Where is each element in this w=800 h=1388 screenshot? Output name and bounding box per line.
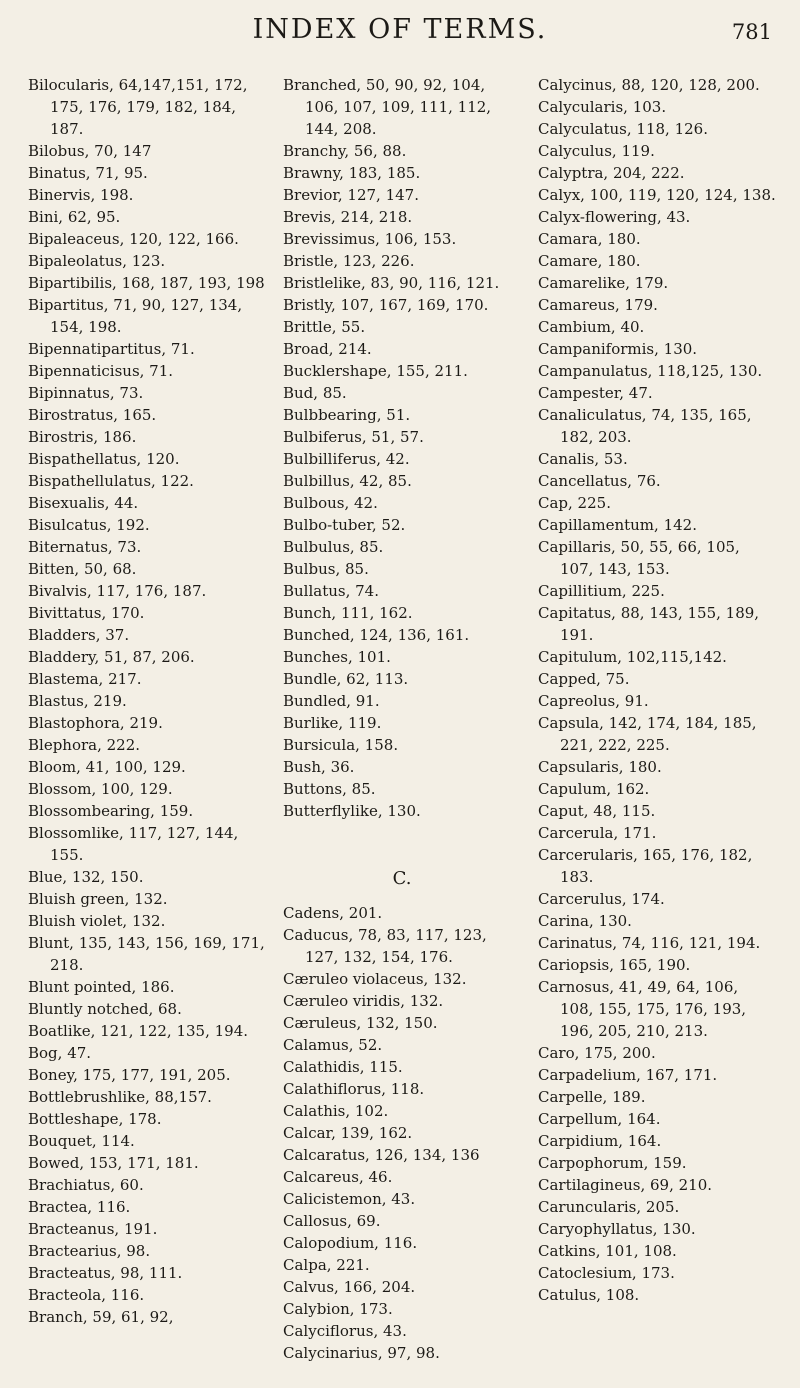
index-entry: Bluntly notched, 68. — [28, 1000, 182, 1018]
index-entry: Bottlebrushlike, 88,157. — [28, 1088, 212, 1106]
index-entry: Carpelle, 189. — [538, 1088, 646, 1106]
index-entry: Carina, 130. — [538, 912, 632, 930]
index-entry: Bundle, 62, 113. — [283, 670, 409, 688]
index-entry: Calamus, 52. — [283, 1036, 383, 1054]
index-entry: Butterflylike, 130. — [283, 802, 421, 820]
index-entry: Carnosus, 41, 49, 64, 106, 108, 155, 175, 176, 193, 196, 205, 210, 213. — [538, 978, 747, 1040]
index-column-3 — [538, 74, 776, 1306]
index-entry: Calvus, 166, 204. — [283, 1278, 416, 1296]
index-entry: Capped, 75. — [538, 670, 630, 688]
index-entry: Blastema, 217. — [28, 670, 142, 688]
index-entry: Carcerula, 171. — [538, 824, 657, 842]
index-entry: Blunt, 135, 143, 156, 169, 171, 218. — [28, 934, 265, 974]
index-entry: Bowed, 153, 171, 181. — [28, 1154, 199, 1172]
index-entry: Carpadelium, 167, 171. — [538, 1066, 718, 1084]
index-entry: Calyciflorus, 43. — [283, 1322, 407, 1340]
index-entry: Calyptra, 204, 222. — [538, 164, 685, 182]
index-entry: Blunt pointed, 186. — [28, 978, 175, 996]
index-entry: Bluish green, 132. — [28, 890, 168, 908]
index-entry: Bursicula, 158. — [283, 736, 399, 754]
index-entry: Bulbillus, 42, 85. — [283, 472, 412, 490]
index-entry: Calycinus, 88, 120, 128, 200. — [538, 76, 760, 94]
index-entry: Calcareus, 46. — [283, 1168, 393, 1186]
index-entry: Bracteola, 116. — [28, 1286, 145, 1304]
index-entry: Cambium, 40. — [538, 318, 645, 336]
index-entry: Bulbus, 85. — [283, 560, 369, 578]
index-entry: Bulbous, 42. — [283, 494, 378, 512]
index-entry: Bipennatipartitus, 71. — [28, 340, 195, 358]
index-entry: Cancellatus, 76. — [538, 472, 661, 490]
index-entry: Bilobus, 70, 147 — [28, 142, 152, 160]
index-entry: Bristly, 107, 167, 169, 170. — [283, 296, 489, 314]
page-title: INDEX OF TERMS. — [252, 14, 548, 45]
index-entry: Branchy, 56, 88. — [283, 142, 407, 160]
index-entry: Bulbulus, 85. — [283, 538, 384, 556]
index-entry: Carpidium, 164. — [538, 1132, 662, 1150]
index-entry: Cæruleus, 132, 150. — [283, 1014, 438, 1032]
index-entry: Brevior, 127, 147. — [283, 186, 419, 204]
index-entry: Bunched, 124, 136, 161. — [283, 626, 470, 644]
index-entry: Canaliculatus, 74, 135, 165, 182, 203. — [538, 406, 752, 446]
index-entry: Blastophora, 219. — [28, 714, 163, 732]
index-entry: Camarelike, 179. — [538, 274, 669, 292]
index-entry: Caruncularis, 205. — [538, 1198, 680, 1216]
index-entry: Bush, 36. — [283, 758, 355, 776]
index-entry: Campanulatus, 118,125, 130. — [538, 362, 763, 380]
index-entry: Bulbbearing, 51. — [283, 406, 411, 424]
index-entry: Capsularis, 180. — [538, 758, 662, 776]
index-entry: Calopodium, 116. — [283, 1234, 418, 1252]
index-entry: Bristle, 123, 226. — [283, 252, 415, 270]
index-entry: Bisulcatus, 192. — [28, 516, 150, 534]
index-entry: Bipartibilis, 168, 187, 193, 198 — [28, 274, 265, 292]
index-entry: Blossombearing, 159. — [28, 802, 194, 820]
section-heading-c: C. — [392, 868, 412, 889]
index-entry: Capitatus, 88, 143, 155, 189, 191. — [538, 604, 760, 644]
index-entry: Bucklershape, 155, 211. — [283, 362, 468, 380]
index-entry: Calybion, 173. — [283, 1300, 393, 1318]
index-entry: Bloom, 41, 100, 129. — [28, 758, 186, 776]
column-2-entries-after — [283, 902, 521, 1364]
index-entry: Bipaleolatus, 123. — [28, 252, 166, 270]
index-entry: Bipartitus, 71, 90, 127, 134, 154, 198. — [28, 296, 243, 336]
index-entry: Bipennaticisus, 71. — [28, 362, 174, 380]
index-entry: Bipaleaceus, 120, 122, 166. — [28, 230, 239, 248]
index-entry: Bracteanus, 191. — [28, 1220, 158, 1238]
index-entry: Carinatus, 74, 116, 121, 194. — [538, 934, 761, 952]
index-entry: Branched, 50, 90, 92, 104, 106, 107, 109, 111, 112, 144, 208. — [283, 76, 492, 138]
index-entry: Branch, 59, 61, 92, — [28, 1308, 174, 1326]
index-entry: Bractearius, 98. — [28, 1242, 151, 1260]
index-entry: Bundled, 91. — [283, 692, 380, 710]
index-entry: Bipinnatus, 73. — [28, 384, 144, 402]
index-entry: Carcerularis, 165, 176, 182, 183. — [538, 846, 753, 886]
index-entry: Campaniformis, 130. — [538, 340, 698, 358]
index-entry: Calycularis, 103. — [538, 98, 667, 116]
index-entry: Caducus, 78, 83, 117, 123, 127, 132, 154, 176. — [283, 926, 487, 966]
index-entry: Biternatus, 73. — [28, 538, 142, 556]
index-entry: Capitulum, 102,115,142. — [538, 648, 727, 666]
index-entry: Calathis, 102. — [283, 1102, 389, 1120]
index-entry: Capsula, 142, 174, 184, 185, 221, 222, 225. — [538, 714, 757, 754]
index-entry: Brachiatus, 60. — [28, 1176, 144, 1194]
index-entry: Cariopsis, 165, 190. — [538, 956, 691, 974]
index-entry: Catoclesium, 173. — [538, 1264, 675, 1282]
index-entry: Calathiflorus, 118. — [283, 1080, 425, 1098]
index-entry: Capillaris, 50, 55, 66, 105, 107, 143, 153. — [538, 538, 740, 578]
column-2-entries — [283, 74, 521, 822]
index-entry: Calpa, 221. — [283, 1256, 370, 1274]
index-entry: Cæruleo viridis, 132. — [283, 992, 444, 1010]
index-entry: Calcar, 139, 162. — [283, 1124, 413, 1142]
index-entry: Brawny, 183, 185. — [283, 164, 421, 182]
index-entry: Bracteatus, 98, 111. — [28, 1264, 183, 1282]
index-entry: Bunches, 101. — [283, 648, 391, 666]
index-entry: Bog, 47. — [28, 1044, 92, 1062]
page-number: 781 — [731, 20, 772, 44]
index-entry: Boney, 175, 177, 191, 205. — [28, 1066, 231, 1084]
index-entry: Bottleshape, 178. — [28, 1110, 162, 1128]
index-entry: Bispathellatus, 120. — [28, 450, 180, 468]
index-entry: Capulum, 162. — [538, 780, 650, 798]
index-entry: Bladders, 37. — [28, 626, 130, 644]
index-entry: Caro, 175, 200. — [538, 1044, 656, 1062]
index-entry: Bractea, 116. — [28, 1198, 131, 1216]
index-entry: Camareus, 179. — [538, 296, 658, 314]
index-entry: Brevissimus, 106, 153. — [283, 230, 457, 248]
index-entry: Caput, 48, 115. — [538, 802, 656, 820]
index-entry: Capreolus, 91. — [538, 692, 649, 710]
index-entry: Boatlike, 121, 122, 135, 194. — [28, 1022, 249, 1040]
index-entry: Calcaratus, 126, 134, 136 — [283, 1146, 480, 1164]
index-entry: Blossom, 100, 129. — [28, 780, 173, 798]
index-entry: Carpophorum, 159. — [538, 1154, 687, 1172]
index-entry: Birostratus, 165. — [28, 406, 157, 424]
index-entry: Camara, 180. — [538, 230, 641, 248]
index-entry: Bitten, 50, 68. — [28, 560, 137, 578]
index-entry: Callosus, 69. — [283, 1212, 381, 1230]
index-entry: Bisexualis, 44. — [28, 494, 139, 512]
index-entry: Bluish violet, 132. — [28, 912, 166, 930]
index-entry: Calyculus, 119. — [538, 142, 655, 160]
index-entry: Calyx, 100, 119, 120, 124, 138. — [538, 186, 776, 204]
index-entry: Bladdery, 51, 87, 206. — [28, 648, 195, 666]
index-entry: Bunch, 111, 162. — [283, 604, 413, 622]
index-entry: Bristlelike, 83, 90, 116, 121. — [283, 274, 500, 292]
index-entry: Bullatus, 74. — [283, 582, 379, 600]
page-header — [0, 14, 800, 54]
index-entry: Carpellum, 164. — [538, 1110, 661, 1128]
index-entry: Cadens, 201. — [283, 904, 383, 922]
index-entry: Capillamentum, 142. — [538, 516, 697, 534]
index-entry: Blephora, 222. — [28, 736, 141, 754]
index-entry: Buttons, 85. — [283, 780, 376, 798]
index-entry: Bispathellulatus, 122. — [28, 472, 194, 490]
index-entry: Bivittatus, 170. — [28, 604, 145, 622]
index-entry: Bouquet, 114. — [28, 1132, 135, 1150]
index-entry: Calathidis, 115. — [283, 1058, 403, 1076]
index-entry: Blue, 132, 150. — [28, 868, 144, 886]
index-entry: Cartilagineus, 69, 210. — [538, 1176, 713, 1194]
index-entry: Calycinarius, 97, 98. — [283, 1344, 440, 1362]
index-entry: Camare, 180. — [538, 252, 641, 270]
index-entry: Blossomlike, 117, 127, 144, 155. — [28, 824, 239, 864]
index-entry: Burlike, 119. — [283, 714, 382, 732]
index-entry: Cap, 225. — [538, 494, 611, 512]
index-entry: Bilocularis, 64,147,151, 172, 175, 176, 179, 182, 184, 187. — [28, 76, 248, 138]
index-entry: Bini, 62, 95. — [28, 208, 121, 226]
index-entry: Bulbiferus, 51, 57. — [283, 428, 424, 446]
index-entry: Brevis, 214, 218. — [283, 208, 413, 226]
index-entry: Binervis, 198. — [28, 186, 134, 204]
index-entry: Bulbo-tuber, 52. — [283, 516, 406, 534]
index-entry: Cæruleo violaceus, 132. — [283, 970, 467, 988]
index-entry: Calyculatus, 118, 126. — [538, 120, 708, 138]
index-entry: Blastus, 219. — [28, 692, 127, 710]
index-column-1 — [28, 74, 266, 1328]
index-entry: Bud, 85. — [283, 384, 347, 402]
index-entry: Campester, 47. — [538, 384, 653, 402]
index-entry: Carcerulus, 174. — [538, 890, 665, 908]
index-entry: Bulbilliferus, 42. — [283, 450, 410, 468]
index-entry: Broad, 214. — [283, 340, 372, 358]
index-entry: Calicistemon, 43. — [283, 1190, 416, 1208]
index-entry: Brittle, 55. — [283, 318, 366, 336]
index-entry: Binatus, 71, 95. — [28, 164, 148, 182]
index-entry: Catulus, 108. — [538, 1286, 640, 1304]
index-entry: Capillitium, 225. — [538, 582, 665, 600]
index-entry: Caryophyllatus, 130. — [538, 1220, 696, 1238]
index-entry: Canalis, 53. — [538, 450, 628, 468]
index-entry: Calyx-flowering, 43. — [538, 208, 691, 226]
index-column-2 — [283, 74, 521, 1364]
index-entry: Birostris, 186. — [28, 428, 137, 446]
index-entry: Bivalvis, 117, 176, 187. — [28, 582, 207, 600]
index-entry: Catkins, 101, 108. — [538, 1242, 677, 1260]
